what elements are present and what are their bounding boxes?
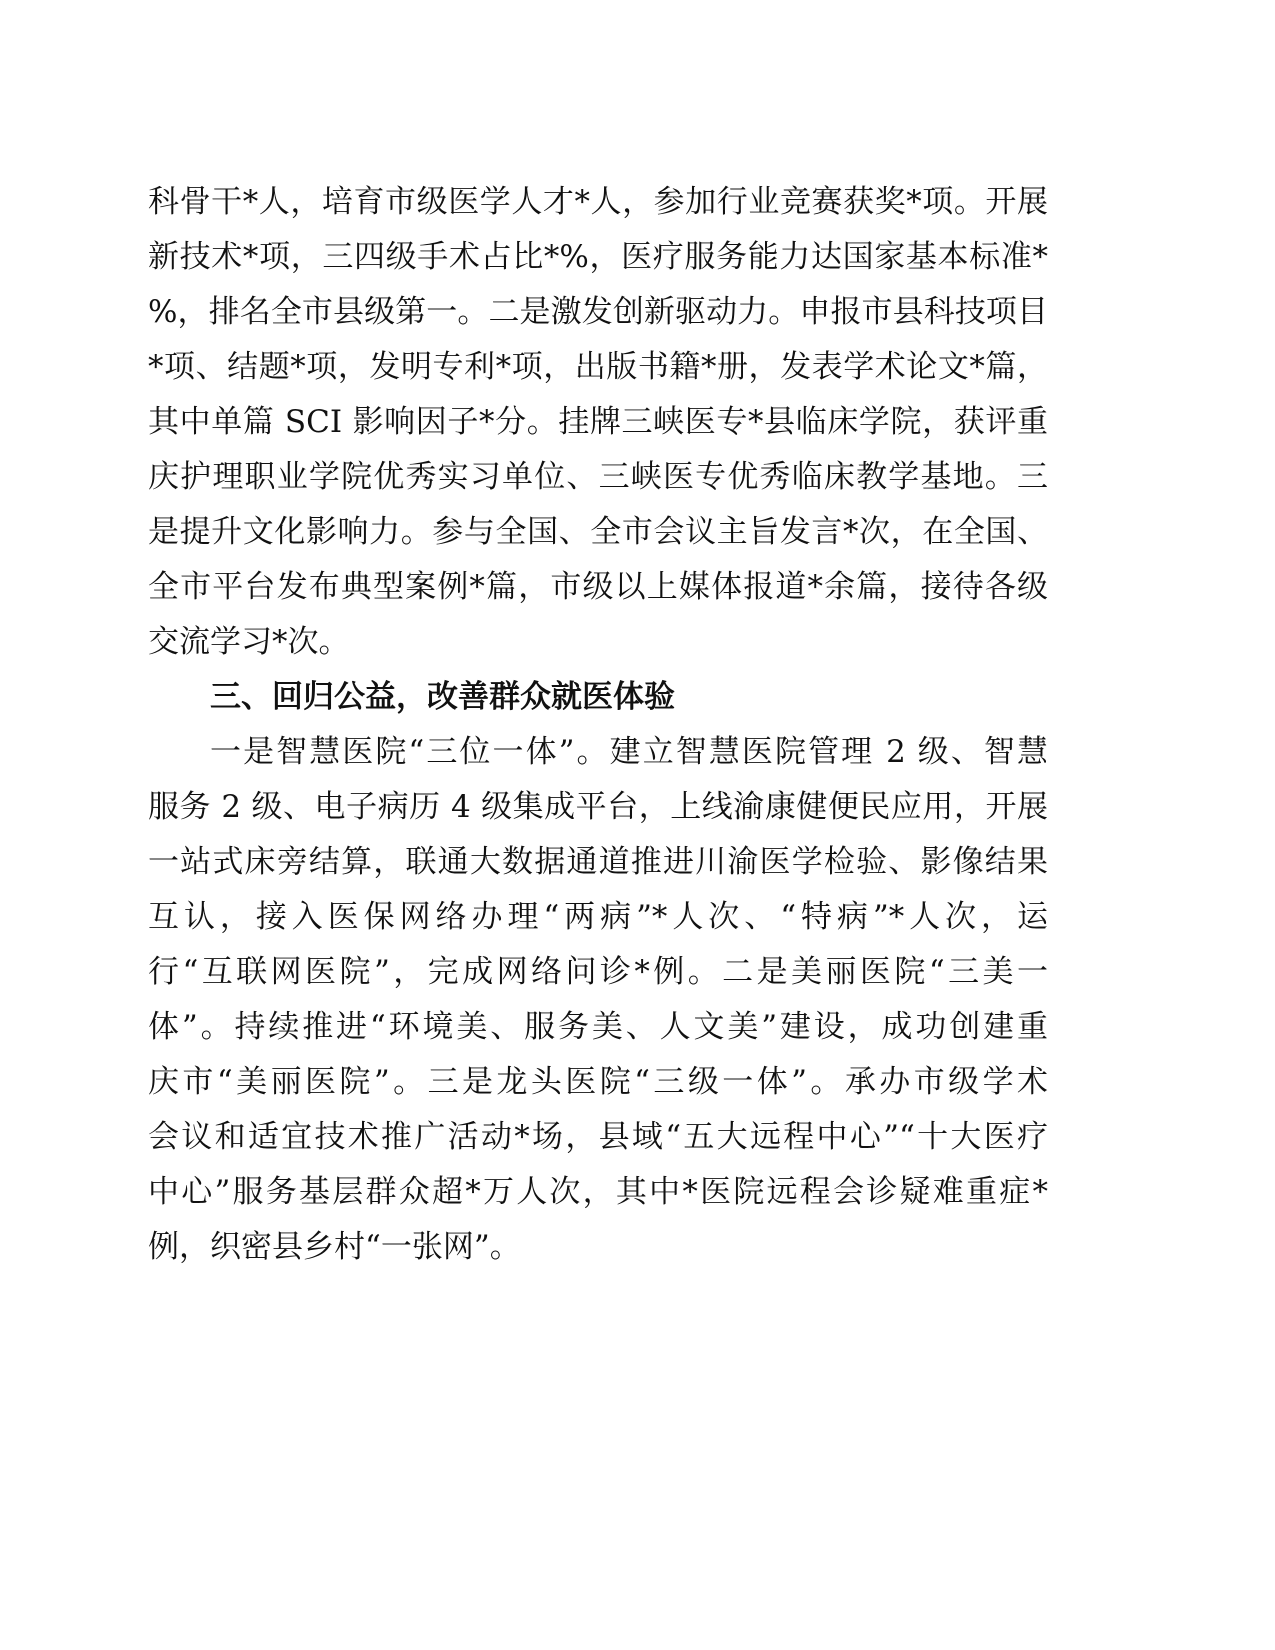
text-line: *项、结题*项，发明专利*项，出版书籍*册，发表学术论文*篇， [148,349,1048,385]
text-line: 中心”服务基层群众超*万人次，其中*医院远程会诊疑难重症* [148,1174,1048,1210]
text-line: 一站式床旁结算，联通大数据通道推进川渝医学检验、影像结果 [148,844,1048,880]
text-line: 会议和适宜技术推广活动*场，县域“五大远程中心”“十大医疗 [148,1119,1048,1155]
text-line: 行“互联网医院”，完成网络问诊*例。二是美丽医院“三美一 [148,954,1048,990]
text-line: 互认，接入医保网络办理“两病”*人次、“特病”*人次，运 [148,899,1048,935]
section-heading: 三、回归公益，改善群众就医体验 [210,679,675,715]
text-line: 例，织密县乡村“一张网”。 [148,1229,521,1265]
text-line: 新技术*项，三四级手术占比*%，医疗服务能力达国家基本标准* [148,239,1048,275]
text-line: 服务 2 级、电子病历 4 级集成平台，上线渝康健便民应用，开展 [148,789,1048,825]
text-line: 交流学习*次。 [148,624,350,660]
text-line: %，排名全市县级第一。二是激发创新驱动力。申报市县科技项目 [148,294,1048,330]
text-line: 其中单篇 SCI 影响因子*分。挂牌三峡医专*县临床学院，获评重 [148,404,1048,440]
text-line: 体”。持续推进“环境美、服务美、人文美”建设，成功创建重 [148,1009,1048,1045]
text-line: 一是智慧医院“三位一体”。建立智慧医院管理 2 级、智慧 [210,734,1048,770]
text-line: 科骨干*人，培育市级医学人才*人，参加行业竞赛获奖*项。开展 [148,184,1048,220]
text-line: 全市平台发布典型案例*篇，市级以上媒体报道*余篇，接待各级 [148,569,1048,605]
text-line: 庆市“美丽医院”。三是龙头医院“三级一体”。承办市级学术 [148,1064,1048,1100]
text-line: 庆护理职业学院优秀实习单位、三峡医专优秀临床教学基地。三 [148,459,1048,495]
text-line: 是提升文化影响力。参与全国、全市会议主旨发言*次，在全国、 [148,514,1048,550]
